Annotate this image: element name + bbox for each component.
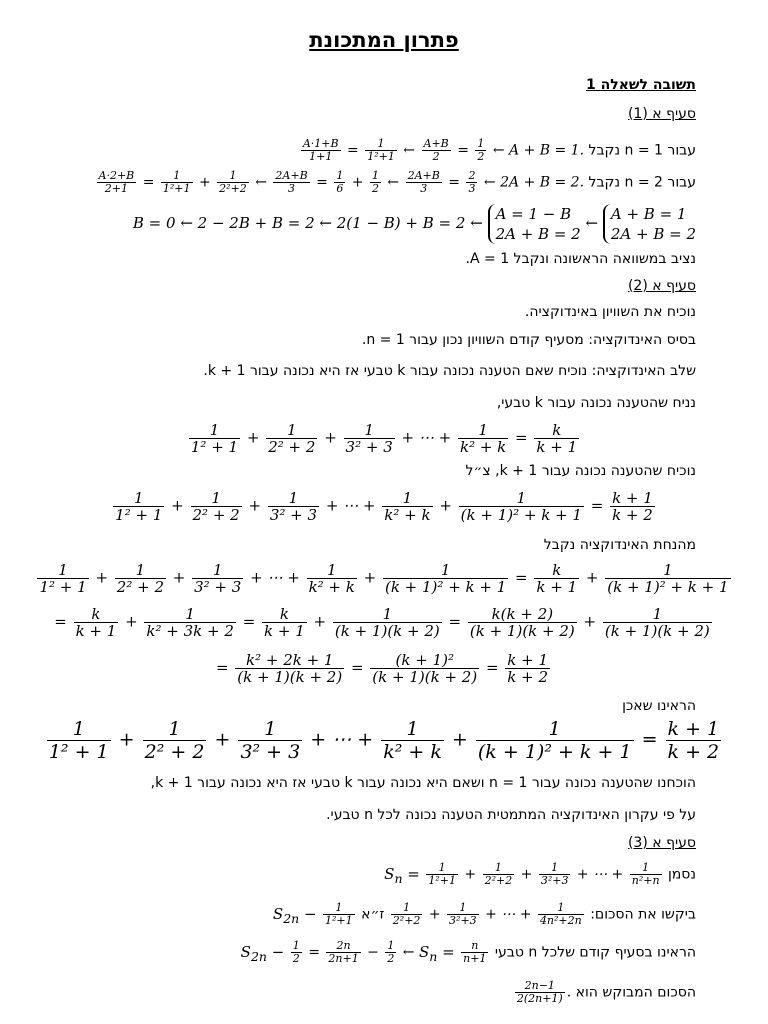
- derivation-line-1: $\frac{1}{\text{1² + 1}}$ + $\frac{1}{\text{2² + 2}}$ + $\frac{1}{\text{3² + 3}}$ + ⋯ + $\frac{1}{\text{k² + k}}$ + $\frac{1}{\text{(k + 1)² + k + 1}}$ = $\frac{k}{k + 1}$ + $\frac{1}{\text{(k + 1)² + k + 1}}$: [39, 561, 729, 596]
- result-equation: $\frac{1}{\text{1² + 1}}$ + $\frac{1}{\text{2² + 2}}$ + $\frac{1}{\text{3² + 3}}$ + ⋯ + $\frac{1}{\text{k² + k}}$ + $\frac{1}{\text{(k + 1)² + k + 1}}$ = $\frac{k + 1}{k + 2}$: [48, 718, 720, 763]
- sn-mark-label: נסמן: [667, 866, 696, 883]
- line-n1-label: עבור n = 1 נקבל: [588, 142, 696, 159]
- induction-hypothesis: מהנחת האינדוקציה נקבל: [543, 537, 696, 553]
- induction-assume: נניח שהטענה נכונה עבור k טבעי,: [496, 395, 696, 411]
- induction-seen: הראינו שאכן: [622, 698, 696, 714]
- asked-sum: [273, 902, 696, 928]
- sn-definition: [384, 862, 696, 888]
- asked-label: ביקשו את הסכום:: [590, 906, 696, 923]
- asked-za-label: ז״א: [361, 906, 385, 923]
- asked-sum-math: $\frac{1}{\text{2²+2}}$ + $\frac{1}{\text{3²+3}}$ + ⋯ + $\frac{1}{\text{4n²+2n}}$: [392, 901, 582, 927]
- induction-prove: נוכיח שהטענה נכונה עבור k + 1, צ״ל: [465, 463, 696, 479]
- line-n2-math: $\frac{A\cdot 2+B}{2+1}$ = $\frac{1}{\text{1²+1}}$ + $\frac{1}{\text{2²+2}}$ ← $\frac{2A+B}{3}$ = $\frac{1}{6}$ + $\frac{1}{2}$ ← $\frac{2A+B}{3}$ = $\frac{2}{3}$ ← 2A + B = 2.: [98, 169, 585, 195]
- section-a2-heading: סעיף א (2): [627, 278, 696, 294]
- system-equations: B = 0 ← 2 − 2B + B = 2 ← 2(1 − B) + B = 2 ← A = 1 − B 2A + B = 2 ← A + B = 1 2A + B = 2: [132, 205, 696, 243]
- sn-definition-math: $S_n$ = $\frac{1}{\text{1²+1}}$ + $\frac{1}{\text{2²+2}}$ + $\frac{1}{\text{3²+3}}$ + ⋯ + $\frac{1}{\text{n²+n}}$: [384, 861, 660, 887]
- section-a1-heading: סעיף א (1): [627, 106, 696, 122]
- page-title: פתרון המתכונת: [309, 28, 459, 52]
- line-n2: [95, 170, 697, 195]
- shown-line: [241, 940, 696, 966]
- induction-step: שלב האינדוקציה: נוכיח שאם הטענה נכונה עבור k טבעי אז היא נכונה עבור k + 1.: [203, 363, 696, 379]
- final-result: [513, 980, 696, 1005]
- final-result-math: $\frac{2n-1}{2(2n+1)}$ .: [516, 979, 572, 1005]
- section-a3-heading: סעיף א (3): [627, 835, 696, 851]
- substitute-line: נציב במשוואה הראשונה ונקבל A = 1.: [465, 251, 696, 267]
- shown-label: הראינו בסעיף קודם שלכל n טבעי: [494, 944, 696, 961]
- assumption-equation: $\frac{1}{\text{1² + 1}}$ + $\frac{1}{\text{2² + 2}}$ + $\frac{1}{\text{3² + 3}}$ + ⋯ + $\frac{1}{\text{k² + k}}$ = $\frac{k}{k + 1}$: [190, 421, 578, 456]
- induction-conclusion-1: הוכחנו שהטענה נכונה עבור n = 1 ושאם היא נכונה עבור k טבעי אז היא נכונה עבור k + 1,: [150, 775, 696, 791]
- induction-base: בסיס האינדוקציה: מסעיף קודם השוויון נכון עבור n = 1.: [361, 332, 696, 348]
- asked-sum-s2n: $S_{2n}$ − $\frac{1}{\text{1²+1}}$: [272, 901, 353, 927]
- shown-line-math: $S_{2n}$ − $\frac{1}{2}$ = $\frac{2n}{2n+1}$ − $\frac{1}{2}$ ← $S_n$ = $\frac{n}{n+1}$: [240, 939, 487, 965]
- to-prove-equation: $\frac{1}{\text{1² + 1}}$ + $\frac{1}{\text{2² + 2}}$ + $\frac{1}{\text{3² + 3}}$ + ⋯ + $\frac{1}{\text{k² + k}}$ + $\frac{1}{\text{(k + 1)² + k + 1}}$ = $\frac{k + 1}{k + 2}$: [115, 489, 653, 524]
- line-n1-math: $\frac{A\cdot 1+B}{1+1}$ = $\frac{1}{\text{1²+1}}$ ← $\frac{A+B}{2}$ = $\frac{1}{2}$ ← A + B = 1.: [302, 137, 585, 163]
- induction-conclusion-2: על פי עקרון האינדוקציה המתמטית הטענה נכונה לכל n טבעי.: [326, 807, 696, 823]
- result-label: הסכום המבוקש הוא: [575, 984, 696, 1001]
- induction-intro: נוכיח את השוויון באינדוקציה.: [524, 304, 696, 320]
- line-n1: [299, 138, 696, 163]
- answer-heading: תשובה לשאלה 1: [585, 77, 696, 93]
- derivation-line-3: = $\frac{\text{k² + 2k + 1}}{(k + 1)(k + 2)}$ = $\frac{\text{(k + 1)²}}{(k + 1)(k + 2)}$ = $\frac{k + 1}{k + 2}$: [215, 651, 549, 686]
- derivation-line-2: = $\frac{k}{k + 1}$ + $\frac{1}{\text{k² + 3k + 2}}$ = $\frac{k}{k + 1}$ + $\frac{1}{(k + 1)(k + 2)}$ = $\frac{k(k + 2)}{(k + 1)(k + 2)}$ + $\frac{1}{(k + 1)(k + 2)}$: [54, 605, 710, 640]
- line-n2-label: עבור n = 2 נקבל: [588, 174, 696, 191]
